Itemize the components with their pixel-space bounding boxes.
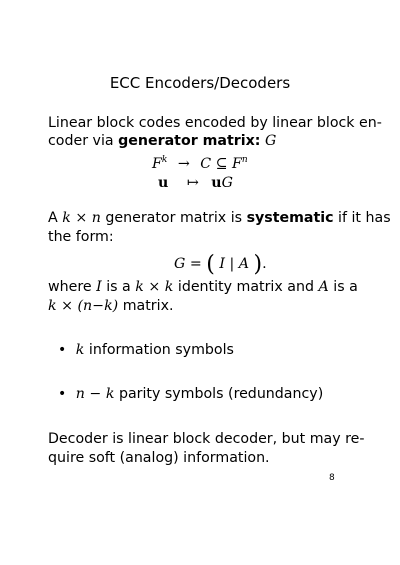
map-G: G: [221, 175, 233, 191]
map-arrow: →: [177, 156, 190, 172]
dim-k-by-n: k × n: [62, 210, 101, 226]
map-Fn-sup: n: [241, 155, 248, 165]
bullet-icon: •: [58, 386, 67, 402]
intro-line-1: Linear block codes encoded by linear block en-: [48, 115, 382, 131]
bullet-text: information symbols: [84, 342, 234, 358]
text-a: A: [48, 210, 63, 226]
systematic-term: systematic: [246, 210, 334, 226]
where-line-2: [48, 295, 173, 318]
map-F-sup: k: [161, 155, 168, 165]
decoder-line-1: Decoder is linear block decoder, but may re-: [48, 431, 365, 447]
bullet-math: k: [75, 342, 85, 358]
map-u: u: [158, 175, 169, 191]
bullet-math: n − k: [75, 386, 115, 402]
map-F: F: [152, 156, 162, 172]
map-u2: u: [211, 175, 222, 191]
map-maps-to: ↦: [186, 175, 199, 191]
text-identity: identity matrix and: [173, 279, 319, 295]
text-matrix: matrix.: [118, 298, 174, 314]
intro-line-2: [48, 130, 276, 153]
eq-left-paren: (: [206, 252, 215, 277]
map-C-subset-F: C ⊆ F: [200, 156, 242, 172]
var-G: G: [265, 133, 277, 149]
eq-period: .: [262, 256, 267, 272]
var-I: I: [96, 279, 102, 295]
intro-text: coder via: [48, 133, 119, 149]
eq-inner: I | A: [214, 256, 254, 272]
slide-title: ECC Encoders/Decoders: [109, 74, 291, 92]
text-is-a: is a: [101, 279, 136, 295]
decoder-line-2: quire soft (analog) information.: [48, 450, 270, 466]
bullet-icon: •: [58, 342, 67, 358]
bullet-text: parity symbols (redundancy): [114, 386, 324, 402]
dim-k-by-k: k × k: [135, 279, 174, 295]
var-A: A: [318, 279, 329, 295]
dim-k-by-n-minus-k: k × (n−k): [48, 298, 119, 314]
text-is-a-2: is a: [328, 279, 358, 295]
text-if: if it has: [333, 210, 391, 226]
text-where: where: [48, 279, 97, 295]
eq-lhs: G =: [174, 256, 207, 272]
list-item: [58, 383, 323, 406]
eq-right-paren: ): [253, 252, 263, 277]
text-generator: generator matrix is: [100, 210, 247, 226]
list-item: [58, 339, 234, 362]
page-number: 8: [329, 473, 335, 483]
systematic-line-2: the form:: [48, 229, 114, 245]
map-row-2: [158, 172, 233, 195]
systematic-equation: [174, 253, 267, 276]
generator-matrix-term: generator matrix:: [118, 133, 261, 149]
